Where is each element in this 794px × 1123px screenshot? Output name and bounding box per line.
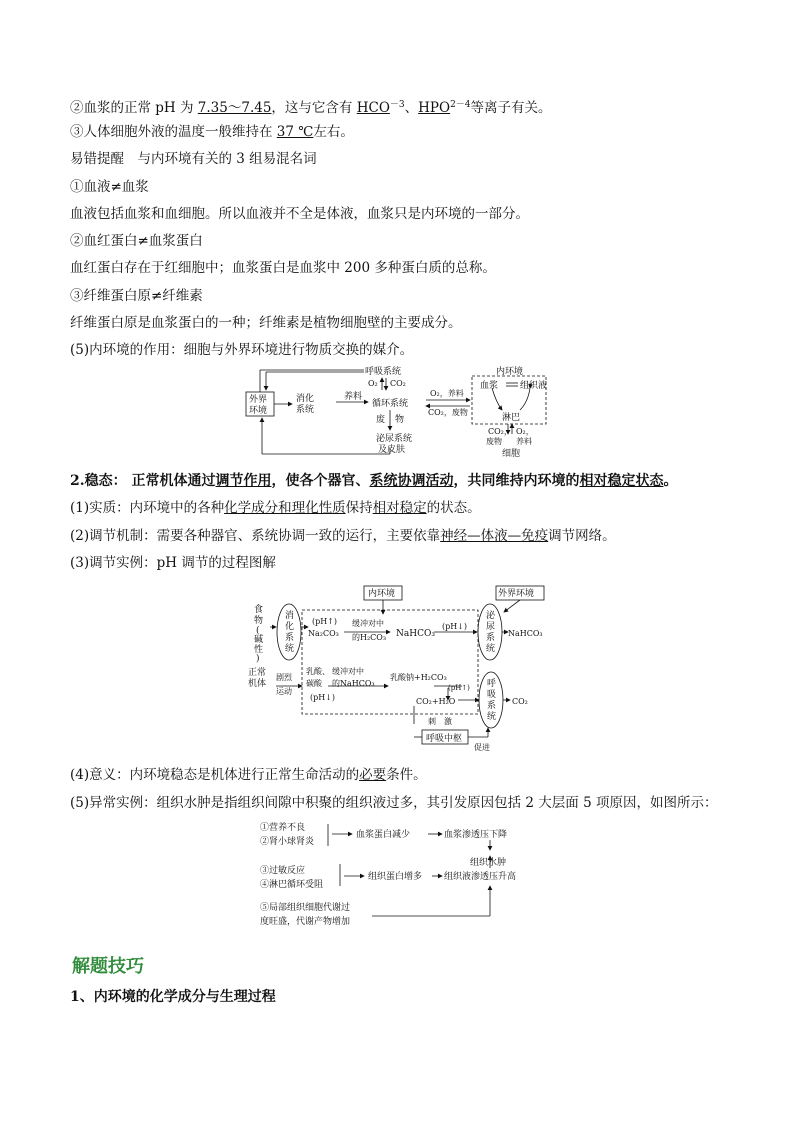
label: 缓冲对中 <box>352 619 384 628</box>
label: 循环系统 <box>372 399 409 409</box>
label: 泌 <box>486 611 496 621</box>
item-3-body: 纤维蛋白原是血浆蛋白的一种；纤维素是植物细胞壁的主要成分。 <box>70 315 462 331</box>
subheading: 1、内环境的化学成分与生理过程 <box>70 989 276 1005</box>
text: 调节网络。 <box>548 528 616 544</box>
label: CO₂，废物 <box>428 408 468 417</box>
label: 乳酸钠+H₂CO₃ <box>390 673 447 682</box>
label: 系统 <box>296 405 315 415</box>
label: 系 <box>285 633 295 643</box>
ph-range: 7.35～7.45 <box>197 100 272 116</box>
label: 促进 <box>474 743 490 752</box>
label: 淋巴 <box>502 413 521 423</box>
label: 吸 <box>487 690 497 700</box>
label: O₂ <box>368 379 378 388</box>
temperature-line <box>70 123 354 141</box>
text: 、 <box>404 100 419 116</box>
label: 消化 <box>296 394 315 404</box>
ph-regulation-diagram <box>248 582 558 754</box>
label: 细胞 <box>502 449 521 459</box>
label: (pH↓) <box>442 622 468 631</box>
homeostasis-definition <box>70 472 678 490</box>
label: (pH↑) <box>312 617 338 626</box>
item-1-title: ①血液≠血浆 <box>70 179 149 195</box>
label: 刺 激 <box>428 717 452 726</box>
label: 呼 <box>487 679 497 689</box>
label: 性 <box>254 645 264 655</box>
cause: ③过敏反应 <box>260 866 306 876</box>
label: 及皮肤 <box>378 445 406 455</box>
label: 废物 <box>486 437 502 446</box>
label: 正常 <box>248 668 267 678</box>
section-heading: 解题技巧 <box>72 956 144 977</box>
edema-diagram <box>256 818 546 932</box>
label: ) <box>256 654 260 664</box>
text: 化学成分和理化性质 <box>224 500 346 516</box>
tip-title: 易错提醒 与内环境有关的 3 组易混名词 <box>70 151 317 167</box>
label: 物 <box>254 616 264 626</box>
label: O₂，养料 <box>430 389 464 398</box>
item-3-title: ③纤维蛋白原≠纤维素 <box>70 288 203 304</box>
text: ，使各个器官、 <box>271 473 370 489</box>
label: 机体 <box>248 679 267 689</box>
phosphate-ion: HPO <box>418 100 451 116</box>
label: 消 <box>285 611 295 621</box>
label: 外界环境 <box>498 589 535 599</box>
mechanism-line <box>70 527 616 545</box>
label: NaHCO₃ <box>396 629 435 639</box>
item-1-body: 血液包括血浆和血细胞。所以血液并不全是体液，血浆只是内环境的一部分。 <box>70 206 529 222</box>
label: (pH↓) <box>310 693 336 702</box>
label: 剧烈 <box>276 673 292 682</box>
label: CO₂ <box>390 379 406 388</box>
text: 等离子有关。 <box>470 100 552 116</box>
label: 呼吸中枢 <box>426 734 463 744</box>
label: 泌尿系统 <box>376 434 413 444</box>
label: 尿 <box>486 622 496 632</box>
result: 血浆蛋白减少 <box>356 830 411 840</box>
label: 碳酸 <box>306 679 322 688</box>
label: 乳酸、 <box>306 667 330 676</box>
text: ，这与它含有 <box>271 100 357 116</box>
cause: ①营养不良 <box>260 823 306 833</box>
text: 左右。 <box>313 124 354 140</box>
bicarbonate-ion: HCO <box>356 100 390 116</box>
cause: ⑤局部组织细胞代谢过 <box>260 903 351 913</box>
label: 统 <box>285 644 295 654</box>
temperature: 37 ℃ <box>276 124 314 140</box>
text: 的状态。 <box>426 500 481 516</box>
text: 神经—体液—免疫 <box>440 528 549 544</box>
label: CO₂， <box>488 427 512 436</box>
cause: ④淋巴循环受阻 <box>260 880 324 890</box>
label: ( <box>256 626 260 636</box>
label: 碱 <box>254 635 264 645</box>
text: 相对稳定状态 <box>579 473 664 489</box>
label: CO₂+H₂O <box>416 697 456 706</box>
text: ③人体细胞外液的温度一般维持在 <box>70 124 277 140</box>
text: 系统协调活动 <box>369 473 454 489</box>
abnormal-line: (5)异常实例：组织水肿是指组织间隙中积聚的组织液过多，其引发原因包括 2 大层面 5 项原因，如图所示： <box>70 795 718 811</box>
significance-line <box>70 766 427 784</box>
item-2-body: 血红蛋白存在于红细胞中；血浆蛋白是血浆中 200 多种蛋白质的总称。 <box>70 260 496 276</box>
text: 调节作用 <box>215 473 272 489</box>
text: 必要 <box>359 767 387 783</box>
text: 2. <box>70 473 85 489</box>
label: 内环境 <box>368 589 396 599</box>
function-line: (5)内环境的作用：细胞与外界环境进行物质交换的媒介。 <box>70 342 414 358</box>
label: 环境 <box>249 406 268 416</box>
exchange-diagram <box>240 362 560 462</box>
essence-line <box>70 499 481 517</box>
label: 内环境 <box>496 367 524 377</box>
label: O₂， <box>516 427 534 436</box>
label: 外界 <box>249 395 268 405</box>
label: 的NaHCO₃ <box>332 679 375 688</box>
text: 保持 <box>345 500 373 516</box>
label: 组织液 <box>520 381 548 391</box>
text: (2)调节机制：需要各种器官、系统协调一致的运行，主要依靠 <box>70 528 441 544</box>
label: 统 <box>487 712 497 722</box>
label: 统 <box>486 644 496 654</box>
label: (pH↑) <box>448 684 470 692</box>
text: ②血浆的正常 pH 为 <box>70 100 198 116</box>
item-2-title: ②血红蛋白≠血浆蛋白 <box>70 233 203 249</box>
label: NaHCO₃ <box>508 629 543 638</box>
label: 系 <box>487 701 497 711</box>
label: 食 <box>254 605 264 615</box>
result: 血浆渗透压下降 <box>444 830 508 840</box>
label: 物 <box>395 415 405 425</box>
label: 血浆 <box>480 381 499 391</box>
label: CO₂ <box>512 697 528 706</box>
label: 运动 <box>276 687 292 696</box>
label: 的H₂CO₃ <box>352 633 387 642</box>
label: 缓冲对中 <box>332 667 364 676</box>
text: 正常机体通过 <box>126 473 216 489</box>
label: 废 <box>376 415 386 425</box>
label: 化 <box>285 622 295 632</box>
text: 条件。 <box>386 767 427 783</box>
charge: 2－4 <box>450 100 471 110</box>
label: 养料 <box>516 437 532 446</box>
result: 组织蛋白增多 <box>368 872 423 882</box>
label: 系 <box>486 633 496 643</box>
text: (1)实质：内环境中的各种 <box>70 500 225 516</box>
text: 。 <box>663 473 678 489</box>
label: Na₂CO₃ <box>308 629 339 638</box>
charge: －3 <box>389 100 405 110</box>
text: 稳态： <box>84 473 127 489</box>
text: ，共同维持内环境的 <box>453 473 580 489</box>
cause: 度旺盛，代谢产物增加 <box>260 917 351 927</box>
text: 相对稳定 <box>372 500 427 516</box>
result: 组织液渗透压升高 <box>444 872 517 882</box>
label: 养料 <box>344 392 363 402</box>
text: (4)意义：内环境稳态是机体进行正常生命活动的 <box>70 767 360 783</box>
edema-label: 组织水肿 <box>470 858 507 868</box>
label: 呼吸系统 <box>365 367 402 377</box>
cause: ②肾小球肾炎 <box>260 837 315 847</box>
ph-line <box>70 96 552 117</box>
example-line: (3)调节实例：pH 调节的过程图解 <box>70 555 276 571</box>
